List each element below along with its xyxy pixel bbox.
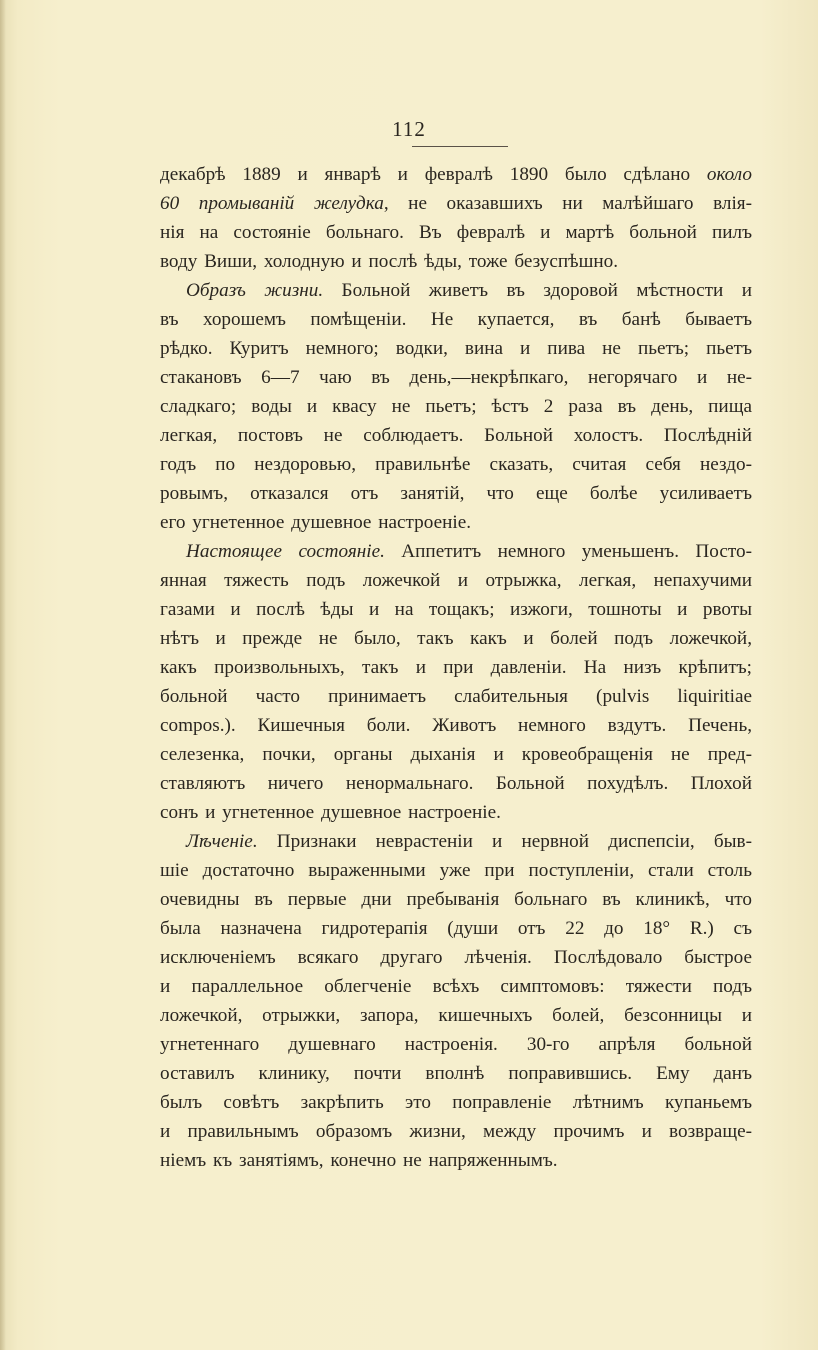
line-text: газами и послѣ ѣды и на тощакъ; изжоги, тошноты и рвоты — [160, 599, 752, 620]
italic-text: около — [706, 164, 752, 185]
text-line — [160, 450, 752, 479]
text-line — [160, 653, 752, 682]
text-line — [160, 595, 752, 624]
line-text: больной часто принимаетъ слабительныя (pulvis liquiritiae — [160, 686, 752, 707]
line-text: годъ по нездоровью, правильнѣе сказать, считая себя нездо- — [160, 454, 752, 475]
line-text: какъ произвольныхъ, такъ и при давленіи. На низъ крѣпитъ; — [160, 657, 752, 678]
text-line — [160, 914, 752, 943]
line-text: ніемъ къ занятіямъ, конечно не напряженнымъ. — [160, 1150, 558, 1171]
text-line — [160, 160, 752, 189]
text-line — [160, 624, 752, 653]
page-binding-shadow — [0, 0, 6, 1350]
line-text: Аппетитъ немного уменьшенъ. Посто- — [384, 541, 752, 562]
text-line — [160, 566, 752, 595]
line-text: воду Виши, холодную и послѣ ѣды, тоже безуспѣшно. — [160, 251, 619, 272]
line-text: селезенка, почки, органы дыханія и кровеобращенія не пред- — [160, 744, 752, 765]
text-line — [160, 856, 752, 885]
text-line — [160, 1001, 752, 1030]
text-line — [160, 276, 752, 305]
line-text: ставляютъ ничего ненормальнаго. Больной похудѣлъ. Плохой — [160, 773, 752, 794]
text-line — [160, 972, 752, 1001]
line-text: рѣдко. Куритъ немного; водки, вина и пива не пьетъ; пьетъ — [160, 338, 752, 359]
line-text: compos.). Кишечныя боли. Животъ немного вздутъ. Печень, — [160, 715, 752, 736]
text-line — [160, 943, 752, 972]
text-line — [160, 363, 752, 392]
italic-text: Настоящее состояніе. — [186, 541, 385, 562]
line-text: янная тяжесть подъ ложечкой и отрыжка, легкая, непахучими — [160, 570, 752, 591]
text-line — [160, 1059, 752, 1088]
line-text: Признаки неврастеніи и нервной диспепсіи, быв- — [257, 831, 752, 852]
text-line — [160, 827, 752, 856]
line-text: легкая, постовъ не соблюдаетъ. Больной холостъ. Послѣдній — [160, 425, 752, 446]
text-line — [160, 769, 752, 798]
text-line — [160, 740, 752, 769]
text-line — [160, 1030, 752, 1059]
line-text: нѣтъ и прежде не было, такъ какъ и болей подъ ложечкой, — [160, 628, 752, 649]
line-text: Больной живетъ въ здоровой мѣстности и — [323, 280, 752, 301]
text-line — [160, 421, 752, 450]
text-line — [160, 479, 752, 508]
line-text: и параллельное облегченіе всѣхъ симптомовъ: тяжести подъ — [160, 976, 752, 997]
text-line — [160, 247, 752, 276]
line-text: въ хорошемъ помѣщеніи. Не купается, въ банѣ бываетъ — [160, 309, 752, 330]
text-line — [160, 798, 752, 827]
line-text: ровымъ, отказался отъ занятій, что еще болѣе усиливаетъ — [160, 483, 752, 504]
text-line — [160, 1146, 752, 1175]
line-text: и правильнымъ образомъ жизни, между прочимъ и возвраще- — [160, 1121, 752, 1142]
line-text: была назначена гидротерапія (души отъ 22 до 18° R.) съ — [160, 918, 752, 939]
italic-text: 60 промываній желудка — [160, 193, 384, 214]
text-line — [160, 218, 752, 247]
line-text: былъ совѣтъ закрѣпить это поправленіе лѣтнимъ купаньемъ — [160, 1092, 752, 1113]
line-text: , не оказавшихъ ни малѣйшаго влія- — [383, 193, 752, 214]
line-text: очевидны въ первые дни пребыванія больнаго въ клиникѣ, что — [160, 889, 752, 910]
line-text: сладкаго; воды и квасу не пьетъ; ѣстъ 2 раза въ день, пища — [160, 396, 752, 417]
text-line — [160, 711, 752, 740]
text-line — [160, 392, 752, 421]
paragraph — [160, 537, 752, 827]
line-text: декабрѣ 1889 и январѣ и февралѣ 1890 было сдѣлано — [160, 164, 707, 185]
line-text: ложечкой, отрыжки, запора, кишечныхъ болей, безсонницы и — [160, 1005, 752, 1026]
line-text: его угнетенное душевное настроеніе. — [160, 512, 472, 533]
text-line — [160, 334, 752, 363]
text-line — [160, 885, 752, 914]
line-text: угнетеннаго душевнаго настроенія. 30-го апрѣля больной — [160, 1034, 752, 1055]
paragraph — [160, 276, 752, 537]
text-line — [160, 1088, 752, 1117]
page-number: 112 — [392, 117, 426, 141]
paragraph — [160, 160, 752, 276]
text-line — [160, 682, 752, 711]
line-text: шіе достаточно выраженными уже при поступленіи, стали столь — [160, 860, 752, 881]
paragraph — [160, 827, 752, 1175]
text-line — [160, 305, 752, 334]
line-text: оставилъ клинику, почти вполнѣ поправившись. Ему данъ — [160, 1063, 752, 1084]
line-text: сонъ и угнетенное душевное настроеніе. — [160, 802, 501, 823]
line-text: стакановъ 6—7 чаю въ день,—некрѣпкаго, негорячаго и не- — [160, 367, 752, 388]
italic-text: Образъ жизни. — [186, 280, 324, 301]
text-line — [160, 1117, 752, 1146]
text-line — [160, 189, 752, 218]
line-text: исключеніемъ всякаго другаго лѣченія. Послѣдовало быстрое — [160, 947, 752, 968]
text-line — [160, 537, 752, 566]
text-body — [160, 160, 752, 1175]
italic-text: Лѣченіе. — [186, 831, 258, 852]
page-number-rule — [412, 146, 508, 147]
line-text: нія на состояніе больнаго. Въ февралѣ и мартѣ больной пилъ — [160, 222, 752, 243]
text-line — [160, 508, 752, 537]
